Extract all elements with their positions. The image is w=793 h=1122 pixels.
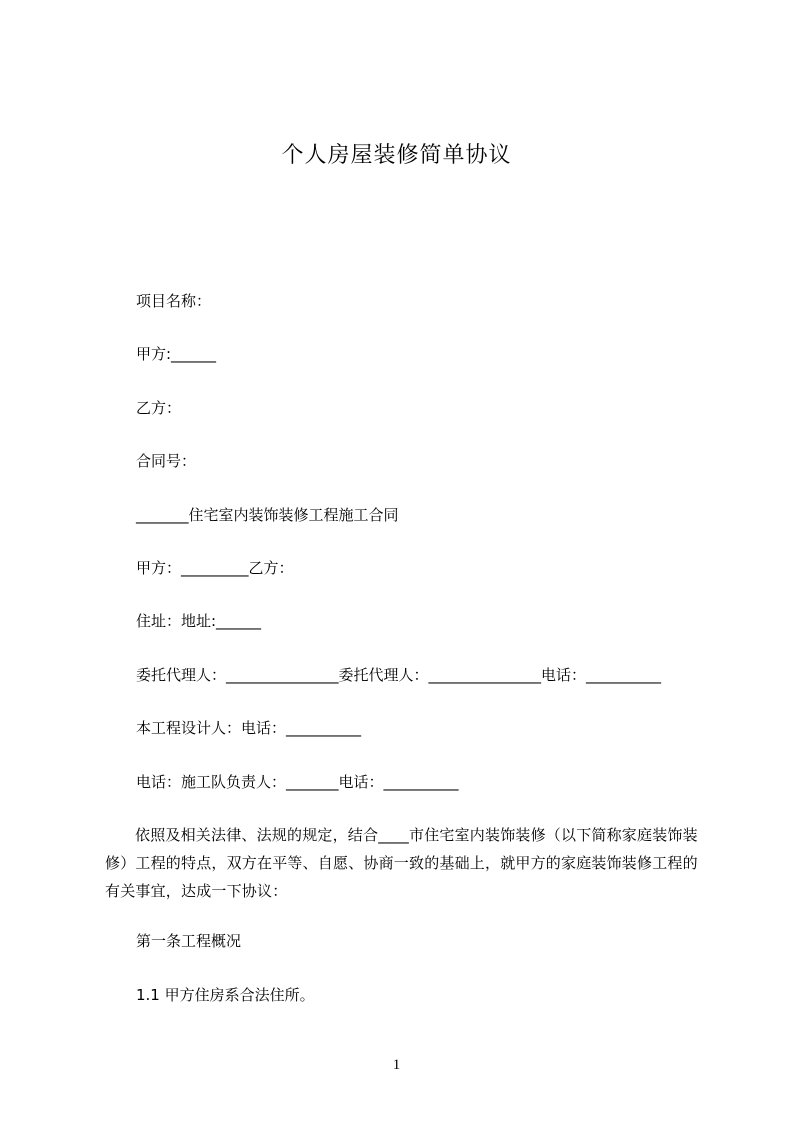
address-line: 住址：地址:______ bbox=[136, 612, 262, 630]
parties-line: 甲方：_________乙方： bbox=[136, 559, 294, 577]
party-b-line: 乙方： bbox=[136, 399, 182, 417]
contract-number-line: 合同号： bbox=[136, 452, 197, 470]
document-title: 个人房屋装修简单协议 bbox=[281, 143, 512, 168]
intro-paragraph: 依照及相关法律、法规的规定，结合____市住宅室内装饰装修（以下简称家庭装饰装修）工程的特点，双方在平等、自愿、协商一致的基础上，就甲方的家庭装饰装修工程的有关事宜，达成一下协议： bbox=[105, 826, 698, 900]
designer-line: 本工程设计人：电话：__________ bbox=[136, 719, 362, 737]
project-name-line: 项目名称： bbox=[136, 292, 212, 310]
page-number: 1 bbox=[392, 1057, 401, 1073]
construction-line: 电话：施工队负责人：_______电话：__________ bbox=[136, 773, 459, 791]
party-a-line: 甲方:______ bbox=[136, 345, 217, 363]
contract-title-line: _______住宅室内装饰装修工程施工合同 bbox=[136, 506, 399, 524]
article-1-1: 1.1 甲方住房系合法住所。 bbox=[136, 986, 315, 1004]
agents-line: 委托代理人：_______________委托代理人：_______________电话：__________ bbox=[136, 666, 662, 684]
article-1-heading: 第一条工程概况 bbox=[136, 932, 242, 950]
